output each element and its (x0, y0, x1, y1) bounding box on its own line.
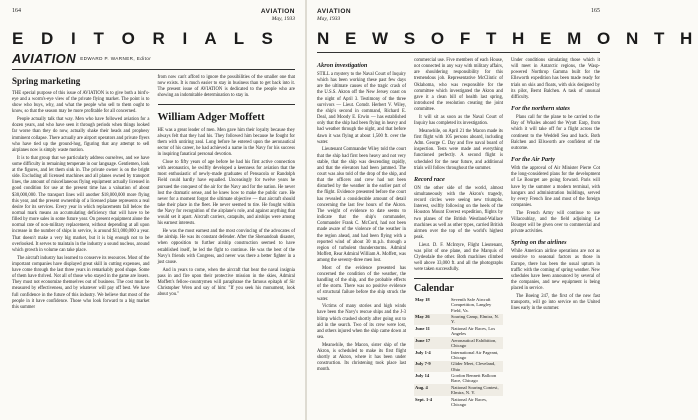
left-folio (12, 8, 295, 23)
page-number: 164 (12, 8, 21, 14)
left-page (0, 0, 305, 420)
paragraph: The aircraft industry has learned to conserve its resources. Most of the important companies have displayed great skill in cutting expenses, and have come through the last three years in remarkably good shape. Some of them have thrived. Not all of those who stayed in the game are losers. They must not economize themselves out of business. The cost must be measured by effectiveness, and by whatever will pay off best. We have full confidence in the future of this industry. We believe that most of the people in it have confidence. Those who look forward to a big market this summer (12, 255, 150, 310)
page-number: 165 (591, 8, 600, 14)
paragraph: Lieut. D. F. McIntyre, Flight Lieutenant, was pilot of one plane, and the Marquis of Clydesdale the other. Both machines climbed well above 33,000 ft. and all the photographs were taken successfully. (414, 242, 503, 273)
article-title-record-race: Record race (414, 175, 445, 183)
masthead (12, 51, 295, 66)
paragraph: Victims of many stories and high winds have been the Navy's rescue ships and the J-3 blimp which crashed shortly after going out to aid in the search. Two of its crew were lost, and others injured when the ship came down at sea. (317, 304, 406, 341)
calendar-row (414, 314, 503, 326)
paragraph: The Boeing 247, the first of the new fast transports, will go into service on the United lines early in the summer. (511, 293, 600, 312)
calendar-row (414, 384, 503, 396)
news-column-1 (317, 58, 406, 408)
masthead-rule (12, 69, 295, 70)
article-title-northern: For the northern states (511, 105, 570, 113)
calendar-date: July 1-4 (415, 349, 431, 355)
calendar-event: Gordon Bennett Balloon Race, Chicago (451, 373, 497, 384)
paragraph: Meanwhile, on April 21 the Macon made its first flight with 105 persons aboard, including Adm. George C. Day and five naval board of inspection. Tests were made and everything functioned perfectly. A second flight is scheduled for the near future, and additional trials will follow throughout the summer. (414, 128, 503, 171)
calendar-event: National Air Races, Chicago (451, 396, 488, 407)
calendar-date: May 26 (414, 314, 450, 326)
right-page (307, 0, 698, 420)
section-rule (317, 52, 600, 53)
section-title: N E W S O F T H E M O N T H (317, 29, 698, 48)
paragraph: Lieutenant Commander Wiley told the court that the ship had first been heavy and not very stable, that the ship was descending rapidly, and that the elevators had been jammed. The court was also told of the drop of the ship, and that the officers and crew had not been disturbed by the weather in the earlier part of the flight. Evidence presented before the court has revealed a considerable amount of detail concerning the last few hours of the Akron. The weight of evidence to date seems to indicate that the ship's commander, Commander Frank C. McCord, had not been made aware of the violence of the weather in the region ahead, and had been flying with a reported wind of about 30 m.p.h. through a region of turbulent thunderstorms. Admiral Moffett, Rear Admiral William A. Moffett, was among the seventy-three men lost. (317, 147, 406, 264)
paragraph: Under conditions simulating those which it will meet in Antarctic regions, the Wasp-powered Northrop Gamma built for the Ellsworth expedition has been made ready for trials on skis and floats, with skis designed by its pilot, Bernt Balchen. A task of unusual difficulty. (511, 58, 600, 100)
calendar-date: Aug. 4 (414, 384, 450, 396)
paragraph: Close to fifty years of age before he had his first active connection with aeronautics, he swiftly developed a keenness for aviation that the most enthusiastic of newly-made graduates of Pensacola or Randolph Field could hardly have equalled. Unceasingly for twelve years he pursued the conquest of the air for the Navy and for the nation. He never lost the dramatic sense, and he knew how to make the public care. He never for a moment forgot the ultimate objective — that aircraft should take their place in the fleet. He never seemed to tire. He fought within the Navy for recognition of the airplane's role, and against anything that would set it apart. Aircraft carriers, catapults, and airships were among his earnest interests. (157, 159, 295, 227)
editor-line: EDWARD P. WARNER, Editor (80, 56, 152, 61)
paragraph: THE special purpose of this issue of AVIATION is to give both a bird's-eye and a worm's-eye view of the private flying market. The point is to show who buys, why, and what the people who sell to them ought to know, so that the season may be more profitable for all concerned. (12, 91, 150, 115)
news-column-2 (414, 58, 503, 408)
calendar-event: Seventh Safe Aircraft Competition, Langley Field, Va. (451, 297, 492, 313)
aviation-logo: AVIATION (12, 51, 77, 66)
paragraph: ON the other side of the world, almost simultaneously with the Akron's tragedy, record circles were seeing new triumphs. Interest, swiftly following on the heels of the Houston Mount Everest expedition, flights by two planes of the British Westland-Wallace machines as well as other types, carried British airmen over the top of the world's highest peak. (414, 185, 503, 241)
calendar-date: June 11 (415, 325, 430, 331)
calendar-date: June 17 (414, 337, 450, 349)
article-title-moffett: William Adger Moffett (157, 110, 265, 123)
editorial-column-1 (12, 75, 150, 312)
calendar-row (414, 396, 503, 408)
article-divider (158, 104, 296, 105)
news-column-3 (511, 58, 600, 408)
calendar-row (414, 337, 503, 349)
calendar-event: Soaring Camp, Elmira, N. Y. (450, 314, 503, 326)
calendar-row (414, 372, 503, 384)
calendar-row (414, 361, 503, 373)
paragraph: People actually talk that way. Men who have followed aviation for a dozen years, and who have seen it through periods when things looked far worse than they do now, actually shake their heads and prophesy imminent collapse. There actually are airport operators and private flyers who have tied up the ground-hog, figuring that any attempt to sell airplanes now is simply waste motion. (12, 117, 150, 153)
paragraph: The French Army will continue to use Villacoublay, and the field adjoining Le Bourget will be given over to commercial and private activities. (511, 210, 600, 235)
calendar-event: Glider Meet, Cleveland, Ohio (450, 361, 503, 373)
paragraph: It is to that group that we particularly address ourselves, and we have some difficulty in remaining temperate in our language. Gentlemen, look at the figures, and let them sink in. The private owner is on the bright side. Excluding all licensed machines and all planes owned by transport lines, the amount of miscellaneous flying equipment actually licensed in good condition for use at the present time has a valuation of about $30,000,000. The transport lines will another $18,000,000 more flying this year, and the present ownership of a licensed plane represents a real desire for its services. Every year in which replacements fall below the normal mark means an accumulating deficiency that will have to be filled by more sales in some future year. On present equipment alone the normal rate of non-military replacement, without depending at all upon increase in the number of ships in service, is around $11,000,000 a year. That doesn't make a very big market, but it is big enough not to be overlooked. It serves to maintain in the industry a sound nucleus, around which growth in volume can take place. (12, 155, 150, 253)
paragraph: commercial use. Five members of each House, not connected in any way with military affairs, are shouldering responsibility for this tremendous job. Representative McClintic of Oklahoma, who was responsible for the committee which investigated the Akron and gave it a clean bill of health last spring, introduced the resolution creating the joint committee. (414, 58, 503, 113)
folio-masthead: AVIATION May, 1933 (260, 8, 295, 22)
article-title-spring-airlines: Spring on the airlines (511, 239, 567, 247)
calendar-row (414, 297, 503, 314)
calendar-event: Aeronautical Exhibition, Chicago (450, 337, 503, 349)
section-title: E D I T O R I A L S (12, 29, 280, 48)
calendar-title: Calendar (414, 278, 503, 294)
paragraph: Meanwhile, the Macon, sister ship of the Akron, is scheduled to make its first flight shortly at Akron, where it has been under construction. Its christening took place last month. (317, 342, 406, 373)
calendar-date: May 18 (415, 297, 430, 303)
calendar-event: National Soaring Contest, Elmira, N. Y. (450, 384, 503, 396)
article-title-air-party: For the Air Party (511, 156, 555, 164)
calendar-date: Sept. 1-4 (415, 396, 433, 402)
paragraph: And in years to come, when the aircraft that bear the naval insignia pass in and fire upon their protective mission in the skies, Admiral Moffett's fellow-countrymen will paraphrase the famous epitaph of Sir Christopher Wren and say of him: "If you seek his monument, look about you." (157, 267, 295, 298)
folio-masthead: AVIATION May, 1933 (317, 8, 352, 22)
paragraph: With the approval of Air Minister Pierre Cot the long-considered plans for the development of Le Bourget are going forward. Paris will have by the summer a modern terminal, with hangars and administration buildings, served by every French line and most of the foreign companies. (511, 166, 600, 208)
calendar-table (414, 297, 503, 408)
article-title-akron: Akron investigation (317, 62, 368, 69)
calendar-date: July 7-9 (414, 361, 450, 373)
article-title-spring-marketing: Spring marketing (12, 76, 81, 86)
paragraph: Most of the evidence presented has concerned the condition of the weather, the handling of the ship, and the probable effects of the storm. There was no positive evidence of structural failure before the ship struck the water. (317, 265, 406, 302)
paragraph: While American airline operations are not as sensitive to seasonal factors as those in Europe, there has been the usual upturn in traffic with the coming of spring weather. New schedules have been announced by several of the companies, and new equipment is being placed in service. (511, 249, 600, 292)
calendar-event: International Air Pageant, Chicago (451, 349, 499, 360)
editorial-columns (12, 75, 295, 312)
paragraph: from now can't afford to ignore the possibilities of the smaller one that now exists. It is much easier to stay in business than to get back into it. The present issue of AVIATION is dedicated to the people who are showing an indomitable determination to stay in. (157, 75, 295, 99)
news-columns (317, 58, 600, 408)
paragraph: It will sit as soon as the Naval Court of Inquiry has completed its investigation. (414, 114, 503, 127)
calendar-event: National Air Races, Los Angeles (451, 325, 496, 337)
right-folio (317, 8, 600, 23)
editorial-column-2 (158, 75, 296, 312)
calendar-row (414, 349, 503, 361)
calendar-row (414, 325, 503, 337)
calendar-date: July 14 (415, 373, 430, 379)
paragraph: STILL a mystery to the Naval Court of Inquiry which has been working these past few days are the ultimate causes of the tragic crash of the U.S.S. Akron off the New Jersey coast on the night of April 3. Testimony of the three survivors — Lieut. Comdr. Herbert V. Wiley, the ship's second in command, Richard E. Deal, and Moody E. Erwin — has established only that the ship had been flying in heavy and bad weather through the night, and that before dawn it was flying at about 1,500 ft. over the water. (317, 72, 406, 145)
paragraph: Plans call for the plane to be carried to the Bay of Whales aboard the Wyatt Earp, from which it will take off for a flight across the continent to the Weddell Sea and back. Both Balchen and Ellsworth are confident of the outcome. (511, 115, 600, 151)
paragraph: He was the most earnest and the most convincing of the advocates of the airship. He was its constant defender. After the Shenandoah disaster, when opposition to further airship construction seemed to have established itself, he led the fight to continue. He was the best of the Navy's friends with Congress, and never was there a better fighter in a just cause. (157, 229, 295, 265)
paragraph: HE was a great leader of men. Men gave him their loyalty because they always felt that they had his. They followed him because he fought for them with untiring zeal. Long before he entered upon the aeronautical sector of his career, he had achieved a name in the Navy for his success in inspiring fanatical personal devotion. (157, 127, 295, 158)
